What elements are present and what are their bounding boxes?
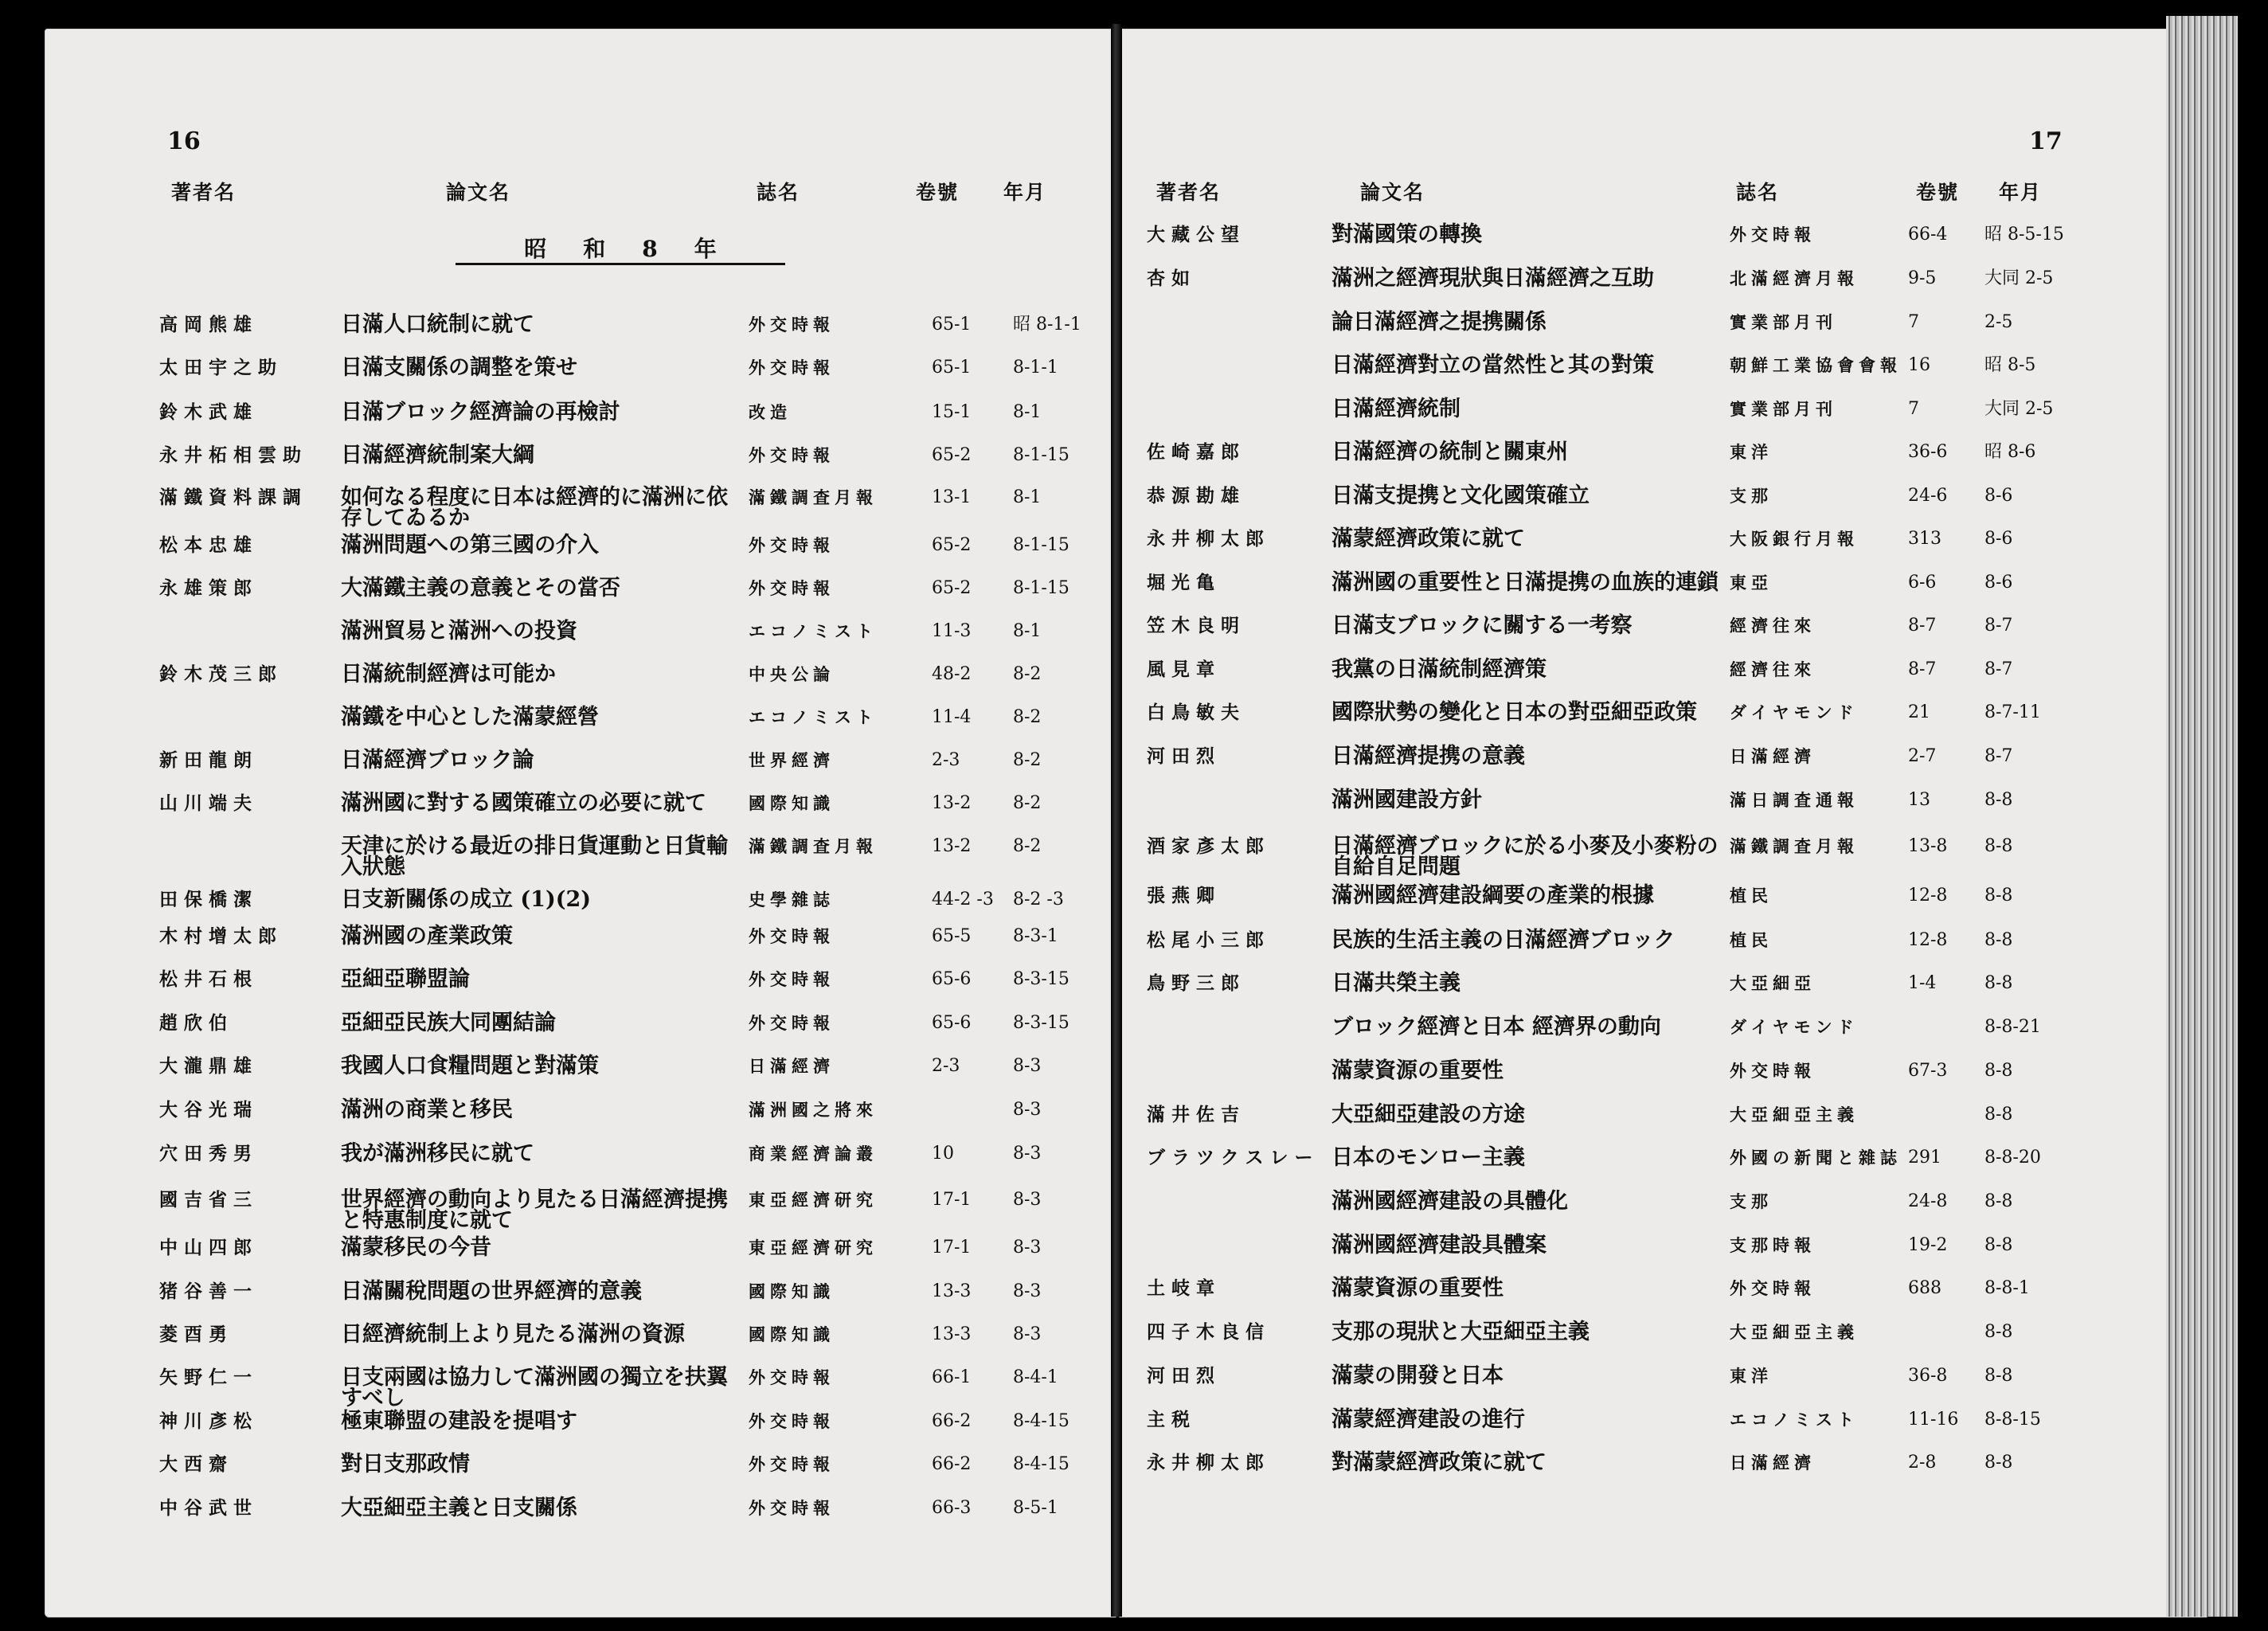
magazine-cell: エコノミスト [749,621,878,641]
page-edges [2166,16,2238,1617]
author-cell: 土岐章 [1147,1277,1221,1299]
title-cell: 滿洲問題への第三國の介入 [341,533,599,557]
magazine-cell: 日滿經濟 [1730,746,1816,766]
volume-cell: 65-1 [932,315,972,334]
date-cell: 8-8 [1984,973,2013,993]
date-cell: 8-8-20 [1984,1148,2041,1168]
date-cell: 8-3-15 [1013,969,1069,989]
author-cell: ブラツクスレー [1147,1147,1320,1168]
magazine-cell: 外交時報 [1730,1061,1816,1081]
title-cell: 天津に於ける最近の排日貨運動と日貨輸入狀態 [341,834,728,879]
author-cell: 滿井佐吉 [1147,1104,1245,1125]
title-cell: 滿蒙の開發と日本 [1331,1363,1504,1388]
volume-cell: 65-6 [932,969,972,989]
title-cell: 日本のモンロー主義 [1331,1145,1525,1170]
magazine-cell: 大亞細亞 [1730,973,1816,993]
magazine-cell: 植民 [1730,886,1773,905]
title-cell: 滿洲國經濟建設綱要の產業的根據 [1331,883,1654,908]
magazine-cell: 外交時報 [749,535,835,555]
author-cell: 菱酉勇 [159,1324,233,1345]
date-cell: 8-6 [1984,573,2013,593]
title-cell: 日滿支提携と文化國策確立 [1331,483,1590,508]
title-cell: 日滿共榮主義 [1331,971,1461,995]
volume-cell: 688 [1908,1278,1941,1298]
magazine-cell: 國際知識 [749,1281,835,1301]
title-cell: 支那の現狀と大亞細亞主義 [1331,1320,1590,1344]
date-cell: 8-8 [1984,1235,2013,1255]
volume-cell: 13-8 [1908,836,1948,856]
author-cell: 鈴木茂三郎 [159,663,283,685]
volume-cell: 67-3 [1908,1061,1948,1081]
title-cell: 對日支那政情 [341,1452,470,1477]
magazine-cell: 外交時報 [749,1013,835,1033]
left-header-magazine: 誌名 [757,181,800,204]
author-cell: 松尾小三郎 [1147,929,1270,951]
magazine-cell: 中央公論 [749,664,835,684]
author-cell: 趙欣伯 [159,1012,233,1034]
author-cell: 河田烈 [1147,1365,1221,1387]
author-cell: 松本忠雄 [159,534,258,556]
author-cell: 猪谷善一 [159,1281,258,1302]
magazine-cell: 外交時報 [749,445,835,465]
magazine-cell: 外交時報 [749,1367,835,1387]
volume-cell: 16 [1908,355,1930,375]
volume-cell: 291 [1908,1148,1941,1168]
volume-cell: 19-2 [1908,1235,1948,1255]
magazine-cell: 外交時報 [1730,225,1816,244]
volume-cell: 66-2 [932,1411,972,1431]
date-cell: 8-3 [1013,1190,1042,1210]
author-cell: 鳥野三郎 [1147,972,1245,994]
author-cell: 中谷武世 [159,1497,258,1519]
author-cell: 矢野仁一 [159,1367,258,1388]
magazine-cell: エコノミスト [1730,1410,1859,1430]
volume-cell: 13-2 [932,836,972,856]
magazine-cell: 日滿經濟 [1730,1453,1816,1473]
date-cell: 8-3 [1013,1056,1042,1076]
title-cell: 滿洲國建設方針 [1331,788,1482,812]
date-cell: 8-7 [1984,746,2013,766]
left-header-volume: 卷號 [916,181,960,204]
author-cell: 堀光亀 [1147,572,1221,593]
magazine-cell: ダイヤモンド [1730,702,1859,722]
title-cell: 滿洲國の重要性と日滿提携の血族的連鎖 [1331,570,1719,595]
author-cell: 酒家彥太郎 [1147,835,1270,857]
volume-cell: 13-3 [932,1281,972,1301]
magazine-cell: 外交時報 [749,1411,835,1431]
date-cell: 昭 8-5-15 [1984,225,2064,244]
date-cell: 8-8 [1984,1366,2013,1386]
title-cell: 日滿統制經濟は可能か [341,662,556,686]
author-cell: 神川彥松 [159,1410,258,1432]
title-cell: 日滿關稅問題の世界經濟的意義 [341,1279,642,1304]
author-cell: 白鳥敏夫 [1147,702,1245,723]
date-cell: 8-2 -3 [1013,890,1064,909]
date-cell: 8-3 [1013,1238,1042,1257]
date-cell: 8-4-15 [1013,1454,1069,1474]
magazine-cell: 經濟往來 [1730,659,1816,679]
magazine-cell: 外交時報 [1730,1278,1816,1298]
title-cell: 日支新關係の成立 (1)(2) [341,887,592,912]
author-cell: 永井柘相雲助 [159,444,307,466]
date-cell: 8-1-15 [1013,535,1069,555]
title-cell: 滿鐵を中心とした滿蒙經營 [341,705,599,729]
date-cell: 8-7-11 [1984,702,2041,722]
author-cell: 滿鐵資料課調 [159,487,307,508]
author-cell: 大瀧鼎雄 [159,1055,258,1077]
magazine-cell: 植民 [1730,930,1773,950]
volume-cell: 6-6 [1908,573,1937,593]
magazine-cell: 國際知識 [749,1324,835,1344]
date-cell: 8-8-15 [1984,1410,2041,1430]
title-cell: 滿蒙經濟政策に就て [1331,526,1525,551]
volume-cell: 36-8 [1908,1366,1948,1386]
magazine-cell: 東亞 [1730,573,1773,593]
date-cell: 8-1-15 [1013,445,1069,465]
right-page-number: 17 [2029,127,2063,155]
volume-cell: 65-2 [932,578,972,598]
magazine-cell: 東亞經濟研究 [749,1238,878,1257]
volume-cell: 66-4 [1908,225,1948,244]
date-cell: 8-6 [1984,486,2013,506]
volume-cell: 10 [932,1144,954,1164]
date-cell: 8-8 [1984,836,2013,856]
title-cell: 滿洲國經濟建設具體案 [1331,1233,1547,1257]
date-cell: 8-2 [1013,793,1042,813]
volume-cell: 7 [1908,399,1919,419]
title-cell: 亞細亞聯盟論 [341,967,470,992]
title-cell: 日滿經濟統制案大綱 [341,443,534,467]
title-cell: 對滿蒙經濟政策に就て [1331,1450,1547,1475]
date-cell: 8-2 [1013,664,1042,684]
date-cell: 8-1-15 [1013,578,1069,598]
title-cell: 日滿支ブロックに關する一考察 [1331,613,1633,638]
magazine-cell: 滿鐵調査月報 [1730,836,1859,856]
author-cell: 木村增太郎 [159,925,283,947]
date-cell: 8-8-1 [1984,1278,2030,1298]
magazine-cell: 滿日調査通報 [1730,790,1859,810]
left-header-author: 著者名 [171,181,237,204]
date-cell: 8-8 [1984,1061,2013,1081]
author-cell: 河田烈 [1147,745,1221,767]
volume-cell: 2-3 [932,750,960,770]
author-cell: 穴田秀男 [159,1143,258,1164]
author-cell: 笠木良明 [1147,615,1245,636]
title-cell: 日滿經濟提携の意義 [1331,744,1525,769]
volume-cell: 8-7 [1908,659,1937,679]
title-cell: 滿洲國經濟建設の具體化 [1331,1189,1568,1214]
title-cell: 日滿經濟ブロックに於る小麥及小麥粉の自給自足問題 [1331,834,1719,879]
magazine-cell: ダイヤモンド [1730,1017,1859,1037]
volume-cell: 17-1 [932,1238,972,1257]
volume-cell: 7 [1908,312,1919,332]
author-cell: 恭源勘雄 [1147,485,1245,507]
right-header-magazine: 誌名 [1736,181,1780,204]
magazine-cell: 國際知識 [749,793,835,813]
title-cell: 民族的生活主義の日滿經濟ブロック [1331,928,1676,952]
title-cell: 大滿鐵主義の意義とその當否 [341,576,620,600]
magazine-cell: エコノミスト [749,707,878,727]
volume-cell: 13-3 [932,1324,972,1344]
date-cell: 8-2 [1013,707,1042,727]
magazine-cell: 外交時報 [749,969,835,989]
author-cell: 山川端夫 [159,792,258,814]
date-cell: 8-7 [1984,659,2013,679]
date-cell: 8-8 [1984,1453,2013,1473]
title-cell: 我が滿洲移民に就て [341,1141,534,1166]
author-cell: 大西齋 [159,1453,233,1475]
title-cell: 滿洲の商業と移民 [341,1097,513,1122]
volume-cell: 13 [1908,790,1930,810]
magazine-cell: 史學雜誌 [749,890,835,909]
date-cell: 大同 2-5 [1984,268,2054,288]
date-cell: 昭 8-1-1 [1013,315,1081,334]
book-gutter [1111,24,1122,1617]
date-cell: 8-7 [1984,616,2013,636]
date-cell: 8-2 [1013,750,1042,770]
volume-cell: 11-4 [932,707,972,727]
date-cell: 8-3-1 [1013,926,1058,946]
volume-cell: 8-7 [1908,616,1937,636]
title-cell: 日滿ブロック經濟論の再檢討 [341,400,620,424]
right-header-author: 著者名 [1156,181,1222,204]
author-cell: 國吉省三 [159,1189,258,1211]
title-cell: 我國人口食糧問題と對滿策 [341,1054,599,1078]
volume-cell: 13-1 [932,487,972,507]
volume-cell: 36-6 [1908,442,1948,462]
author-cell: 風見章 [1147,659,1221,680]
title-cell: 日滿經濟統制 [1331,397,1461,421]
title-cell: 日支兩國は協力して滿洲國の獨立を扶翼すべし [341,1365,728,1410]
magazine-cell: 大亞細亞主義 [1730,1105,1859,1124]
title-cell: 日滿經濟の統制と關東州 [1331,440,1568,464]
date-cell: 8-1-1 [1013,358,1058,377]
magazine-cell: 外交時報 [749,358,835,377]
date-cell: 大同 2-5 [1984,399,2054,419]
magazine-cell: 朝鮮工業協會會報 [1730,355,1902,375]
magazine-cell: 滿洲國之將來 [749,1100,878,1120]
title-cell: 滿蒙資源の重要性 [1331,1058,1504,1083]
volume-cell: 2-8 [1908,1453,1937,1473]
date-cell: 8-6 [1984,529,2013,549]
magazine-cell: 東亞經濟研究 [749,1190,878,1210]
title-cell: 日滿人口統制に就て [341,312,534,337]
date-cell: 8-8 [1984,790,2013,810]
title-cell: 論日滿經濟之提携關係 [1331,310,1547,334]
left-header-title: 論文名 [446,181,511,204]
magazine-cell: 東洋 [1730,1366,1773,1386]
author-cell: 主税 [1147,1409,1196,1430]
date-cell: 8-1 [1013,402,1042,422]
magazine-cell: 支那 [1730,486,1773,506]
author-cell: 新田龍朗 [159,749,258,771]
magazine-cell: 大亞細亞主義 [1730,1322,1859,1342]
volume-cell: 12-8 [1908,930,1948,950]
author-cell: 四子木良信 [1147,1321,1270,1343]
title-cell: 滿洲之經濟現狀與日滿經濟之互助 [1331,266,1654,291]
magazine-cell: 北滿經濟月報 [1730,268,1859,288]
magazine-cell: 實業部月刊 [1730,399,1837,419]
date-cell: 昭 8-6 [1984,442,2036,462]
title-cell: 日滿經濟ブロック論 [341,748,534,772]
magazine-cell: 商業經濟論叢 [749,1144,878,1164]
volume-cell: 12-8 [1908,886,1948,905]
author-cell: 永井柳太郎 [1147,1452,1270,1473]
date-cell: 8-8-21 [1984,1017,2041,1037]
title-cell: 極東聯盟の建設を提唱す [341,1409,577,1433]
volume-cell: 65-5 [932,926,972,946]
volume-cell: 11-3 [932,621,972,641]
volume-cell: 66-2 [932,1454,972,1474]
date-cell: 8-3-15 [1013,1013,1069,1033]
volume-cell: 48-2 [932,664,972,684]
magazine-cell: 滿鐵調査月報 [749,836,878,856]
magazine-cell: 外交時報 [749,578,835,598]
left-header-date: 年月 [1003,181,1047,204]
title-cell: 日滿經濟對立の當然性と其の對策 [1331,353,1654,377]
title-cell: 世界經濟の動向より見たる日滿經濟提携と特惠制度に就て [341,1187,728,1233]
title-cell: 國際狀勢の變化と日本の對亞細亞政策 [1331,700,1697,725]
author-cell: 杏如 [1147,268,1196,289]
volume-cell: 66-3 [932,1498,972,1518]
author-cell: 佐崎嘉郎 [1147,441,1245,463]
volume-cell: 313 [1908,529,1941,549]
magazine-cell: 改造 [749,402,792,422]
magazine-cell: 實業部月刊 [1730,312,1837,332]
volume-cell: 11-16 [1908,1410,1959,1430]
date-cell: 8-4-15 [1013,1411,1069,1431]
volume-cell: 2-3 [932,1056,960,1076]
volume-cell: 65-1 [932,358,972,377]
title-cell: 日滿支關係の調整を策せ [341,355,577,380]
author-cell: 高岡熊雄 [159,314,258,335]
date-cell: 8-3 [1013,1144,1042,1164]
volume-cell: 1-4 [1908,973,1937,993]
magazine-cell: 外交時報 [749,315,835,334]
title-cell: 滿蒙經濟建設の進行 [1331,1407,1525,1432]
magazine-cell: 外交時報 [749,1454,835,1474]
title-cell: 大亞細亞主義と日支關係 [341,1496,577,1520]
date-cell: 8-8 [1984,1105,2013,1124]
volume-cell: 21 [1908,702,1930,722]
date-cell: 8-3 [1013,1281,1042,1301]
title-cell: 滿蒙移民の今昔 [341,1235,491,1260]
date-cell: 昭 8-5 [1984,355,2036,375]
title-cell: 滿洲國に對する國策確立の必要に就て [341,791,706,816]
volume-cell: 66-1 [932,1367,972,1387]
volume-cell: 15-1 [932,402,972,422]
date-cell: 8-8 [1984,930,2013,950]
date-cell: 8-8 [1984,1191,2013,1211]
author-cell: 張燕卿 [1147,885,1221,906]
volume-cell: 17-1 [932,1190,972,1210]
author-cell: 鈴木武雄 [159,401,258,423]
author-cell: 太田宇之助 [159,357,283,378]
date-cell: 8-1 [1013,621,1042,641]
volume-cell: 24-8 [1908,1191,1948,1211]
date-cell: 8-5-1 [1013,1498,1058,1518]
magazine-cell: 大阪銀行月報 [1730,529,1859,549]
date-cell: 8-1 [1013,487,1042,507]
author-cell: 松井石根 [159,968,258,990]
magazine-cell: 東洋 [1730,442,1773,462]
left-page-number: 16 [167,127,201,155]
title-cell: 亞細亞民族大同團結論 [341,1011,556,1035]
magazine-cell: 外國の新聞と雜誌 [1730,1148,1902,1168]
title-cell: 如何なる程度に日本は經濟的に滿洲に依存してゐるか [341,485,728,530]
author-cell: 田保橋潔 [159,889,258,910]
right-header-date: 年月 [1999,181,2043,204]
author-cell: 大谷光瑞 [159,1099,258,1121]
date-cell: 8-3 [1013,1100,1042,1120]
date-cell: 8-4-1 [1013,1367,1058,1387]
author-cell: 中山四郎 [159,1237,258,1258]
volume-cell: 9-5 [1908,268,1937,288]
title-cell: 滿洲貿易と滿洲への投資 [341,619,577,643]
right-header-volume: 卷號 [1916,181,1960,204]
title-cell: 日經濟統制上より見たる滿洲の資源 [341,1322,685,1347]
date-cell: 8-3 [1013,1324,1042,1344]
title-cell: 滿洲國の產業政策 [341,924,513,948]
title-cell: 我黨の日滿統制經濟策 [1331,657,1547,682]
magazine-cell: 世界經濟 [749,750,835,770]
volume-cell: 65-2 [932,445,972,465]
magazine-cell: 支那 [1730,1191,1773,1211]
right-header-title: 論文名 [1360,181,1425,204]
magazine-cell: 日滿經濟 [749,1056,835,1076]
author-cell: 大藏公望 [1147,224,1245,245]
magazine-cell: 滿鐵調査月報 [749,487,878,507]
volume-cell: 13-2 [932,793,972,813]
magazine-cell: 外交時報 [749,1498,835,1518]
magazine-cell: 支那時報 [1730,1235,1816,1255]
title-cell: ブロック經濟と日本 經濟界の動向 [1331,1015,1661,1039]
volume-cell: 2-7 [1908,746,1937,766]
date-cell: 8-2 [1013,836,1042,856]
volume-cell: 65-6 [932,1013,972,1033]
magazine-cell: 外交時報 [749,926,835,946]
author-cell: 永井柳太郎 [1147,528,1270,550]
volume-cell: 65-2 [932,535,972,555]
title-cell: 大亞細亞建設の方途 [1331,1102,1525,1127]
date-cell: 2-5 [1984,312,2013,332]
title-cell: 對滿國策の轉換 [1331,222,1482,247]
volume-cell: 24-6 [1908,486,1948,506]
era-heading: 昭和8年 [456,236,785,265]
author-cell: 永雄策郎 [159,577,258,599]
magazine-cell: 經濟往來 [1730,616,1816,636]
title-cell: 滿蒙資源の重要性 [1331,1276,1504,1300]
volume-cell: 44-2 -3 [932,890,994,909]
date-cell: 8-8 [1984,1322,2013,1342]
date-cell: 8-8 [1984,886,2013,905]
